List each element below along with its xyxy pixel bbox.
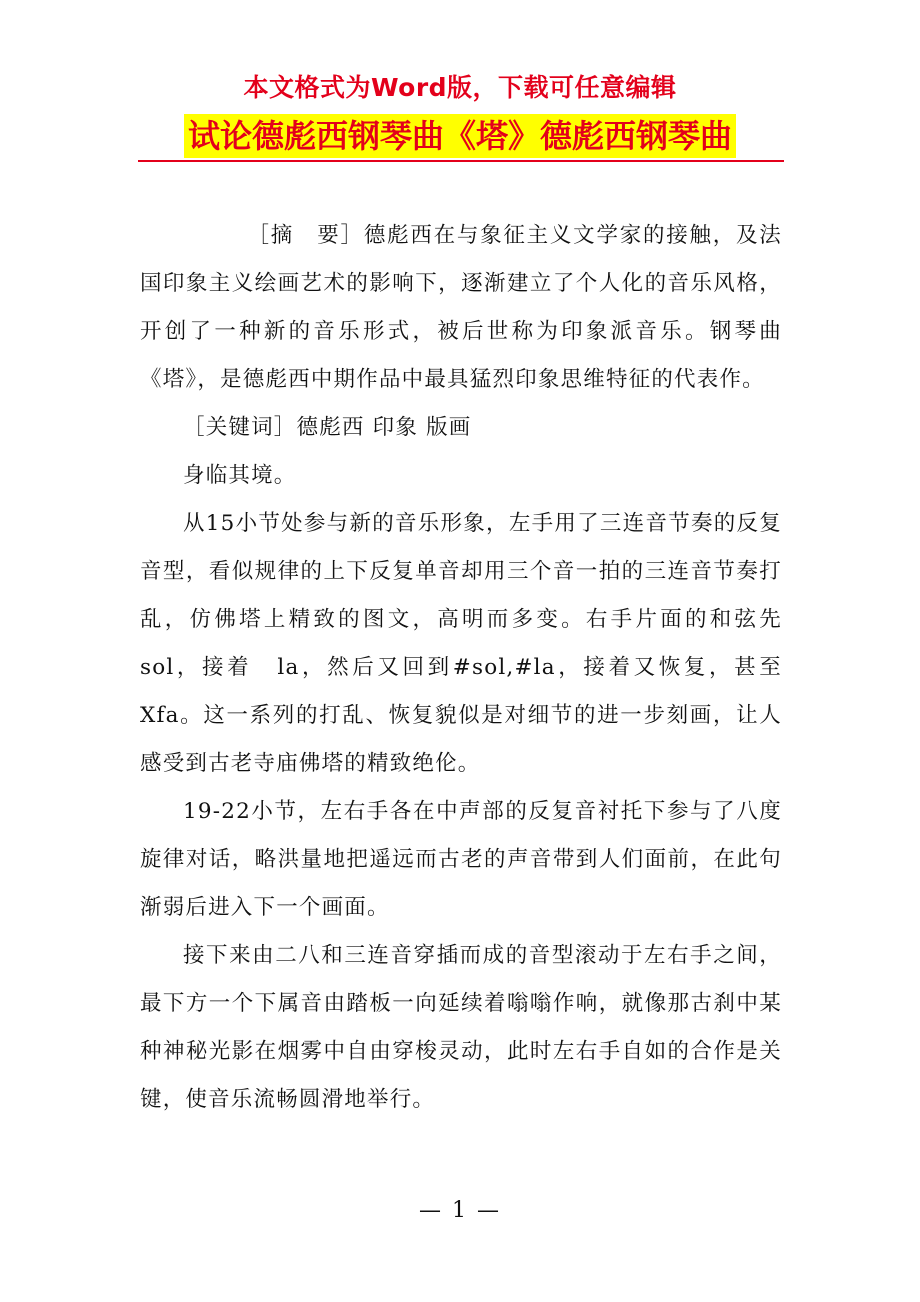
format-notice: 本文格式为Word版，下载可任意编辑: [243, 73, 677, 102]
document-title: 试论德彪西钢琴曲《塔》德彪西钢琴曲: [184, 114, 736, 158]
body-paragraph-3: 19-22小节，左右手各在中声部的反复音衬托下参与了八度旋律对话，略洪量地把遥远而古老的声音带到人们面前，在此句渐弱后进入下一个画面。: [140, 799, 782, 920]
keywords-paragraph: ［关键词］德彪西 印象 版画: [183, 415, 472, 440]
title-container: [0, 114, 920, 158]
document-body: [140, 212, 805, 1124]
title-underline: [138, 160, 784, 162]
body-paragraph-4: 接下来由二八和三连音穿插而成的音型滚动于左右手之间，最下方一个下属音由踏板一向延续着嗡嗡作响，就像那古刹中某种神秘光影在烟雾中自由穿梭灵动，此时左右手自如的合作是关键，使音乐流畅圆滑地举行。: [140, 943, 782, 1112]
page-number: — 1 —: [419, 1198, 501, 1223]
body-paragraph-1: 身临其境。: [183, 463, 297, 488]
abstract-paragraph: ［摘 要］德彪西在与象征主义文学家的接触，及法国印象主义绘画艺术的影响下，逐渐建立了个人化的音乐风格，开创了一种新的音乐形式，被后世称为印象派音乐。钢琴曲《塔》，是德彪西中期作品中最具猛烈印象思维特征的代表作。: [140, 223, 782, 392]
body-paragraph-2: 从15小节处参与新的音乐形象，左手用了三连音节奏的反复音型，看似规律的上下反复单音却用三个音一拍的三连音节奏打乱，仿佛塔上精致的图文，高明而多变。右手片面的和弦先 sol，接着 la，然后又回到#sol,#la，接着又恢复，甚至Xfa。这一系列的打乱、恢复貌似是对细节的进一步刻画，让人感受到古老寺庙佛塔的精致绝伦。: [140, 511, 805, 776]
